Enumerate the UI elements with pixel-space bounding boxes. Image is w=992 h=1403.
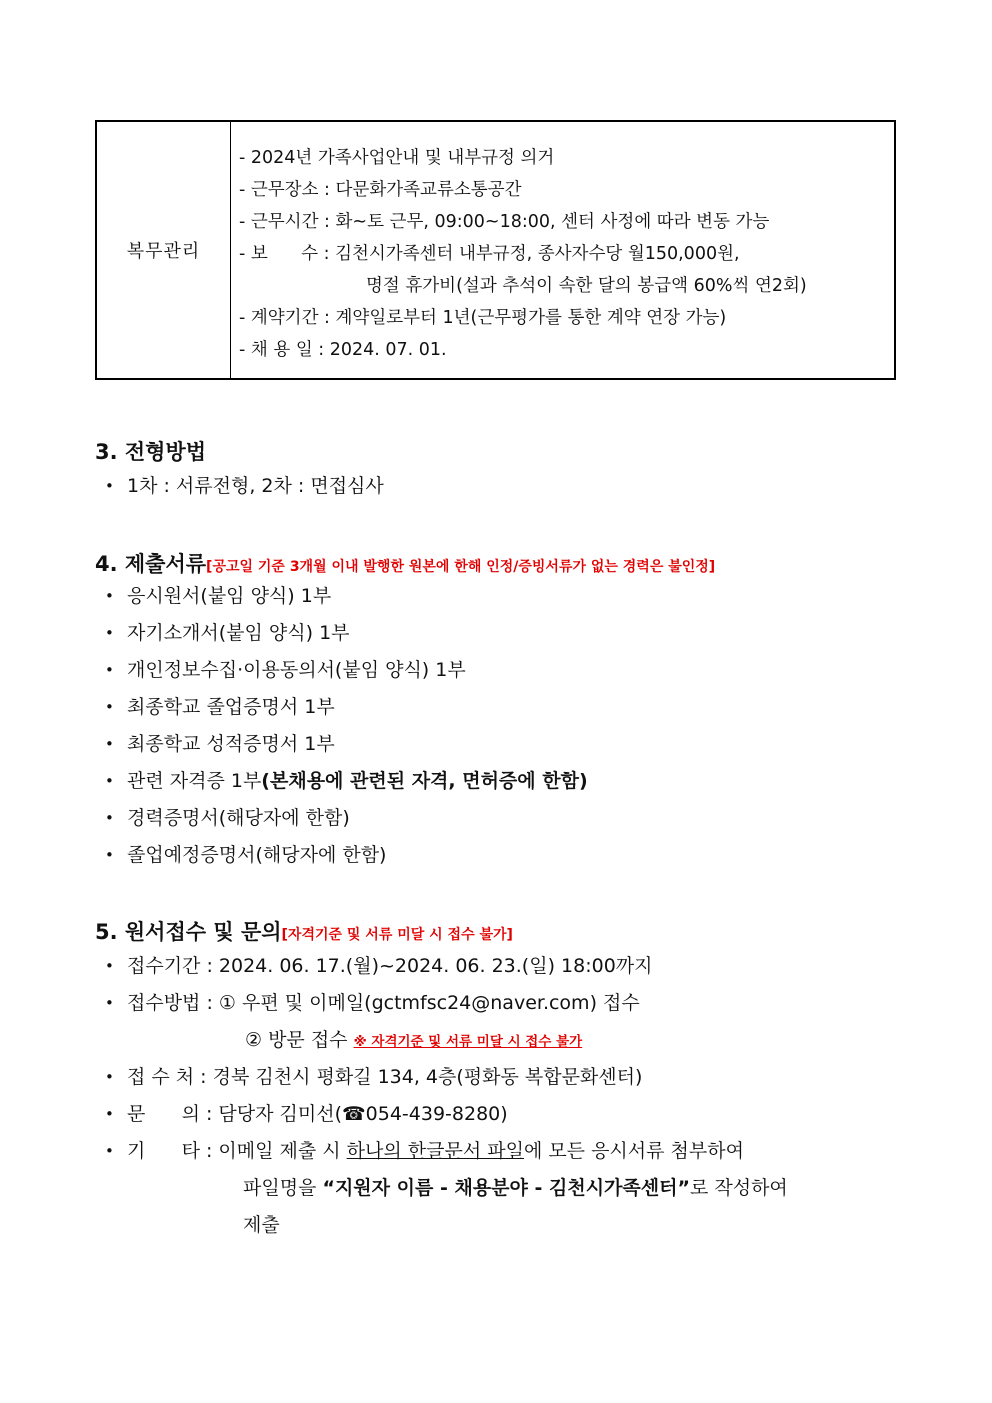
- duty-table-label: 복무관리: [97, 122, 231, 378]
- section5-list: [105, 948, 788, 1244]
- method-note: ※ 자격기준 및 서류 미달 시 접수 불가: [353, 1034, 583, 1050]
- list-item-text: 개인정보수집·이용동의서(붙임 양식) 1부: [127, 659, 466, 681]
- list-item: [105, 578, 588, 615]
- list-item-text: 최종학교 졸업증명서 1부: [127, 696, 335, 718]
- etc-line3: 제출: [243, 1214, 280, 1236]
- list-item: [105, 726, 588, 763]
- duty-line-pay: - 보 수 : 김천시가족센터 내부규정, 종사자수당 월150,000원,: [239, 244, 740, 264]
- duty-management-table: [95, 120, 896, 380]
- section4-list: [105, 578, 588, 874]
- bullet-icon: •: [105, 846, 114, 864]
- list-item: [105, 800, 588, 837]
- section3-title-text: 3. 전형방법: [95, 440, 207, 464]
- bullet-icon: •: [105, 587, 114, 605]
- bullet-icon: •: [105, 809, 114, 827]
- list-item-text: 응시원서(붙임 양식) 1부: [127, 585, 332, 607]
- list-item-contact: [105, 1096, 788, 1133]
- section5-title-text: 5. 원서접수 및 문의: [95, 920, 282, 944]
- etc-line2-prefix: 파일명을: [243, 1177, 323, 1199]
- list-item: [105, 689, 588, 726]
- list-item: [105, 837, 588, 874]
- bullet-icon: •: [105, 624, 114, 642]
- list-item-text: 자기소개서(붙임 양식) 1부: [127, 622, 350, 644]
- section5-title: [95, 916, 513, 946]
- bullet-icon: •: [105, 661, 114, 679]
- etc-line2-filename: “지원자 이름 - 채용분야 - 김천시가족센터”: [322, 1177, 690, 1199]
- etc-text-suffix: 에 모든 응시서류 첨부하여: [523, 1140, 744, 1162]
- contact-text: 문 의 : 담당자 김미선(☎054-439-8280): [127, 1103, 508, 1125]
- list-item-etc: [105, 1133, 788, 1170]
- list-item-etc-cont: [105, 1170, 788, 1207]
- bullet-icon: •: [105, 772, 114, 790]
- section5-note: [자격기준 및 서류 미달 시 접수 불가]: [281, 927, 513, 943]
- duty-line-workplace: - 근무장소 : 다문화가족교류소통공간: [239, 180, 522, 200]
- duty-line-hours: - 근무시간 : 화~토 근무, 09:00~18:00, 센터 사정에 따라 변동 가능: [239, 212, 770, 232]
- section4-note: [공고일 기준 3개월 이내 발행한 원본에 한해 인정/증빙서류가 없는 경력은 불인정]: [206, 559, 716, 575]
- list-item-text: 졸업예정증명서(해당자에 한함): [127, 844, 387, 866]
- duty-table-body: [231, 122, 894, 378]
- bullet-icon: •: [105, 957, 114, 975]
- etc-text-underline: 하나의 한글문서 파일: [346, 1140, 524, 1162]
- method-text-2: ② 방문 접수: [245, 1029, 348, 1051]
- section3-title: [95, 436, 206, 466]
- license-item-text: 관련 자격증 1부: [127, 770, 262, 792]
- list-item-etc-cont2: [105, 1207, 788, 1244]
- method-text-1: 접수방법 : ① 우편 및 이메일(gctmfsc24@naver.com) 접수: [127, 992, 640, 1014]
- bullet-icon: •: [105, 1142, 114, 1160]
- list-item-method-cont: [105, 1022, 788, 1059]
- list-item: [105, 615, 588, 652]
- list-item-text: 경력증명서(해당자에 한함): [127, 807, 350, 829]
- duty-line-start-date: - 채 용 일 : 2024. 07. 01.: [239, 340, 447, 360]
- etc-line2-suffix: 로 작성하여: [689, 1177, 788, 1199]
- duty-line-basis: - 2024년 가족사업안내 및 내부규정 의거: [239, 148, 555, 168]
- place-text: 접 수 처 : 경북 김천시 평화길 134, 4층(평화동 복합문화센터): [127, 1066, 643, 1088]
- period-text: 접수기간 : 2024. 06. 17.(월)~2024. 06. 23.(일) 18:00까지: [127, 955, 653, 977]
- section4-title: [95, 548, 715, 578]
- list-item: [105, 652, 588, 689]
- list-item-text: 최종학교 성적증명서 1부: [127, 733, 335, 755]
- bullet-icon: •: [105, 1068, 114, 1086]
- bullet-icon: •: [105, 698, 114, 716]
- bullet-icon: •: [105, 735, 114, 753]
- section3-list: [105, 468, 384, 505]
- section4-title-text: 4. 제출서류: [95, 552, 207, 576]
- list-item-period: [105, 948, 788, 985]
- bullet-icon: •: [105, 477, 114, 495]
- bullet-icon: •: [105, 994, 114, 1012]
- list-item-text: 1차 : 서류전형, 2차 : 면접심사: [127, 475, 384, 497]
- duty-line-holiday-bonus: 명절 휴가비(설과 추석이 속한 달의 봉급액 60%씩 연2회): [366, 276, 807, 296]
- list-item: [105, 468, 384, 505]
- license-item-note: (본채용에 관련된 자격, 면허증에 한함): [261, 770, 588, 792]
- bullet-icon: •: [105, 1105, 114, 1123]
- list-item-license: [105, 763, 588, 800]
- duty-line-contract: - 계약기간 : 계약일로부터 1년(근무평가를 통한 계약 연장 가능): [239, 308, 727, 328]
- list-item-method: [105, 985, 788, 1022]
- etc-text-prefix: 기 타 : 이메일 제출 시: [127, 1140, 347, 1162]
- list-item-place: [105, 1059, 788, 1096]
